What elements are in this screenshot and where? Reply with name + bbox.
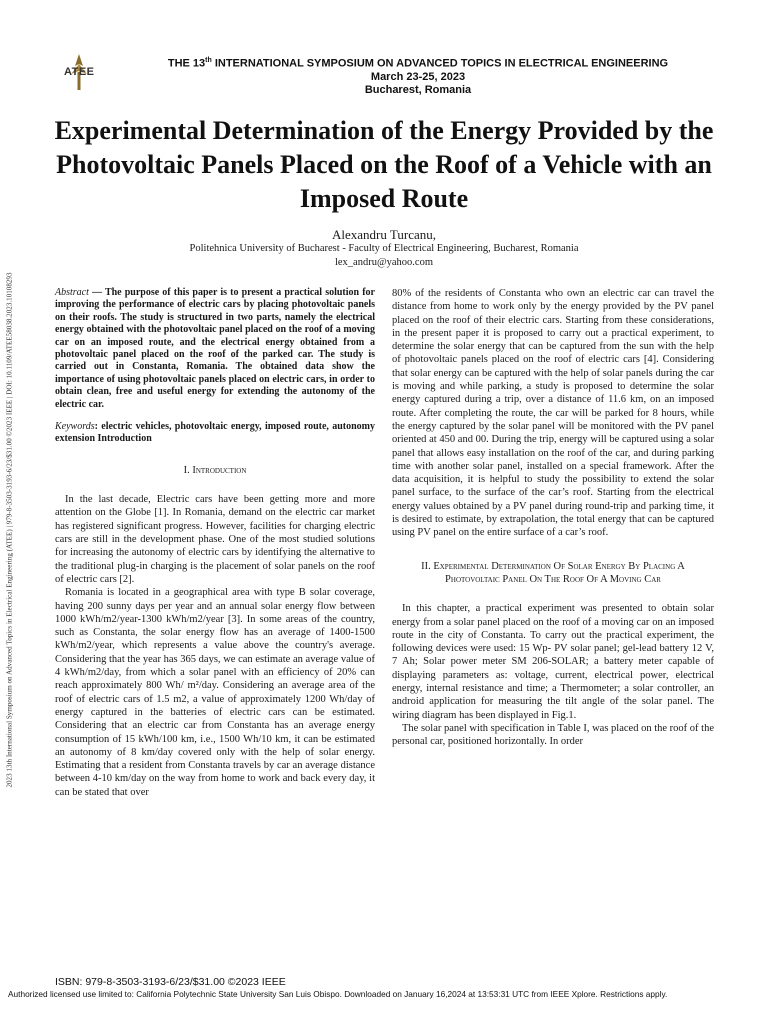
intro-paragraph-2: Romania is located in a geographical area with type B solar coverage, having 200 sunny days per year and an annual solar energy flow between 1000 kWh/m2/year-1300 kWh/m2/year [3]. In some areas of the country, such as Constanta, the solar energy flow has an average of 1400-1500 kWh/m2/year, which represents a value above the country's average. Considering that the year has 365 days, we can estimate an average value of 4 kWh/m2/day, from which a solar panel with an efficiency of 20% can reach approximately 800 Wh/ m²/day. Considering an average area of the roof of electric cars of 1.5 m2, a value of approximately 1200 Wh/day of energy captured in the batteries of electric cars can be estimated. Considering that an electric car from Constanta has an average energy consumption of 15 kWh/100 km, i.e., 1500 Wh/10 km, it can be estimated an autonomy of 8 km/day covered only with the help of solar energy. Estimating that a resident from Constanta travels by car an average distance between 4-10 km/day on the way from home to work and back every day, it can be stated that over: [55, 587, 375, 798]
logo-text: ATEE: [64, 66, 95, 78]
conference-line-1-post: INTERNATIONAL SYMPOSIUM ON ADVANCED TOPICS IN ELECTRICAL ENGINEERING: [211, 57, 669, 70]
abstract-lead: Abstract: [55, 287, 89, 298]
author-email: lex_andru@yahoo.com: [334, 257, 434, 268]
footer-isbn: ISBN: 979-8-3503-3193-6/23/$31.00 ©2023 IEEE: [55, 976, 286, 988]
paper-title: Experimental Determination of the Energy Provided by the Photovoltaic Panels Placed on the Roof of a Vehicle with an Imposed Route: [54, 116, 714, 213]
side-doi-banner: [2, 160, 18, 900]
keywords-lead: Keywords: [55, 421, 95, 433]
author-name: Alexandru Turcanu,: [332, 227, 436, 242]
author-affiliation: Politehnica University of Bucharest - Faculty of Electrical Engineering, Bucharest, Romania: [189, 243, 579, 254]
section-heading-experimental: II. Experimental Determination Of Solar Energy By Placing A Photovoltaic Panel On The Roof Of A Moving Car: [421, 560, 685, 585]
conference-location: Bucharest, Romania: [364, 83, 472, 96]
intro-paragraph-1: In the last decade, Electric cars have been getting more and more attention on the Globe [1]. In Romania, demand on the electric car market has registered significant progress. However, facilities for charging electric cars are still in the development phase. One of the most studied solutions for increasing the autonomy of electric cars by identifying the alternative to the traditional plug-in charging is the placement of solar panels on the roof of electric cars [2].: [55, 494, 375, 585]
keywords-text: : electric vehicles, photovoltaic energy, imposed route, autonomy extension Introduction: [55, 421, 375, 445]
conference-line-1-sup: th: [205, 57, 212, 64]
side-doi-text: 2023 13th International Symposium on Advanced Topics in Electrical Engineering (ATEE) | 979-8-3503-3193-6/23/$31.00 ©2023 IEEE | DOI: 10.1109/ATEE58038.2023.10108293: [6, 272, 14, 788]
keywords: [55, 421, 375, 446]
section2-paragraph-2: The solar panel with specification in Table I, was placed on the roof of the personal car, positioned horizontally. In order: [392, 722, 714, 748]
abstract: [55, 287, 375, 411]
left-column: [55, 287, 375, 799]
conference-line-1: [110, 54, 726, 71]
conference-line-1-pre: THE 13: [167, 57, 206, 70]
author-affiliation-block: [50, 242, 718, 270]
section2-paragraph-1: In this chapter, a practical experiment was presented to obtain solar energy from a solar panel placed on the roof of a moving car on an imposed route in the city of Constanta. To carry out the practical experiment, the following devices were used: 15 Wp- PV solar panel; gel-lead battery 12 V, 7 Ah; Solar power meter SM 206-SOLAR; a battery meter capable of displaying parameters as: voltage, current, electrical power, electrical energy, internal resistance and time; a Thermometer; a solar controller, an android application for measuring the tilt angle of the solar panel. The wiring diagram has been displayed in Fig.1.: [392, 603, 714, 721]
conference-header: [110, 54, 726, 97]
conference-dates: March 23-25, 2023: [370, 70, 466, 83]
section-heading-introduction: I. Introduction: [183, 464, 247, 476]
footer-license: Authorized licensed use limited to: California Polytechnic State University San Luis Obispo. Downloaded on January 16,2024 at 13:53:31 UTC from IEEE Xplore. Restrictions apply.: [8, 989, 668, 999]
right-column: [392, 287, 714, 749]
right-paragraph-1: 80% of the residents of Constanta who own an electric car can travel the distance from home to work only by the energy provided by the PV panel placed on the roof of their electric cars. Starting from these considerations, in the present paper it is proposed to carry out a practical experiment, to determine the solar energy that can be captured from the sun with the help of photovoltaic panels placed on the roof of electric cars [4]. Considering that solar energy can be captured with the help of solar panels during the car is moving and while parking, a study is proposed to determine the solar energy captured during a trip, over a distance of 11.6 km, on an imposed route. After completing the route, the car will be parked for 8 hours, while the energy captured by the solar panel will be monitored with the PV panel oriented at 450 and 00. During the trip, energy will be captured using a solar panel that allows easy installation on the roof of the car, and during parking time with another solar panel, installed on a special framework. After the data acquisition, it is helpful to study the possibility to extend the solar panel surface, to the surface of the car’s roof. Starting from the electrical energy values obtained by a PV panel during round-trip and parking time, it is desired to estimate, by extrapolation, the total energy that can be captured using PV panel on the entire surface of a car’s roof.: [392, 288, 714, 539]
abstract-text: — The purpose of this paper is to present a practical solution for improving the performance of electric cars by placing photovoltaic panels on their roofs. The study is structured in two parts, namely the electrical energy obtained with the photovoltaic panel placed on the roof of a moving car on an imposed route, and the electrical energy obtained from a photovoltaic panel placed on the roof of the parked car. The study is carried out in Constanta, Romania. The obtained data show the importance of using photovoltaic panels placed on electric cars, in order to obtain clean, free and useful energy for extending the autonomy of the electric car.: [55, 287, 375, 410]
